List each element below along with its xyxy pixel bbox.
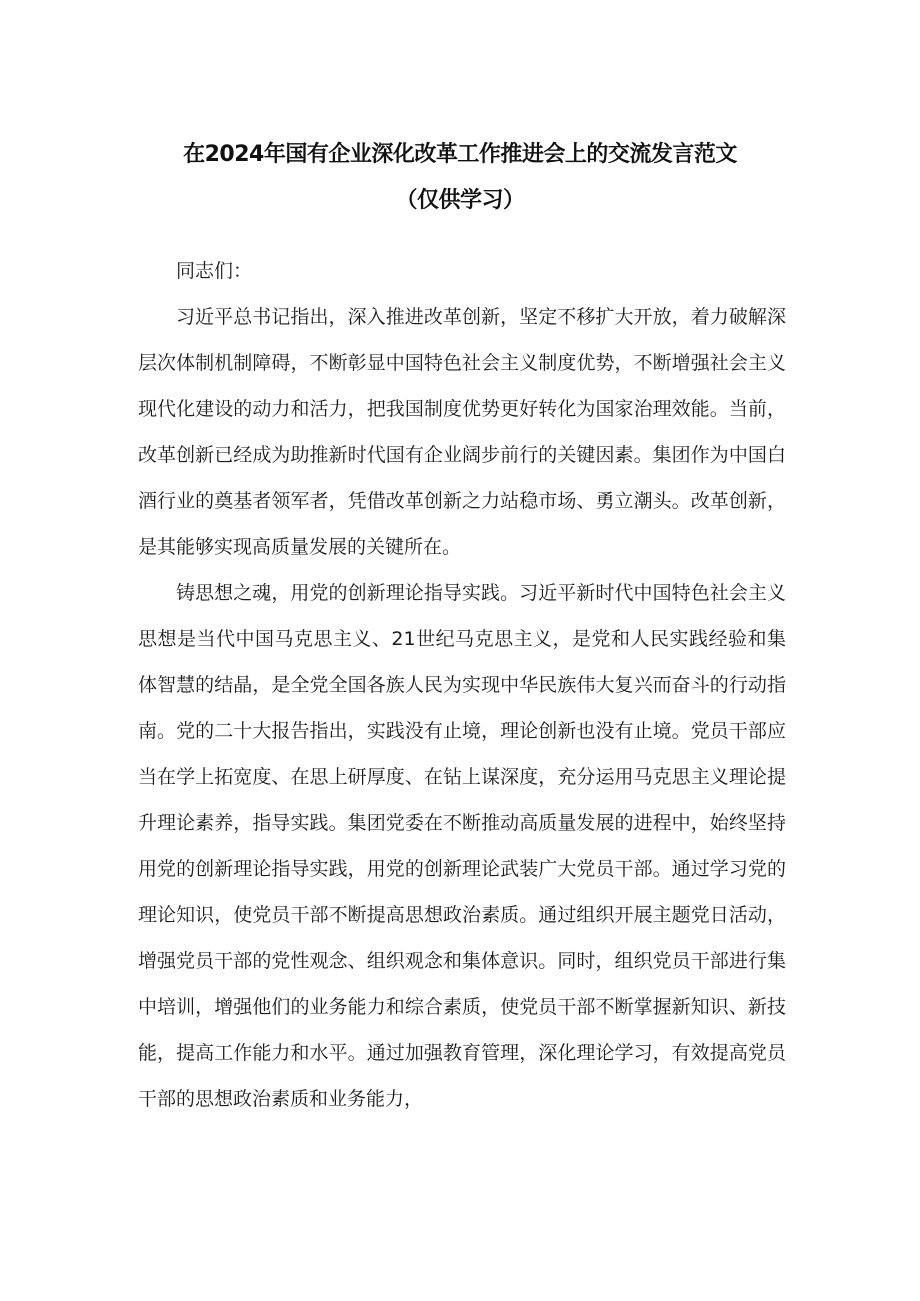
salutation: 同志们： bbox=[176, 260, 253, 282]
document-subtitle: （仅供学习） bbox=[395, 188, 525, 213]
paragraph-1: 习近平总书记指出，深入推进改革创新，坚定不移扩大开放，着力破解深层次体制机制障碍，不断彰显中国特色社会主义制度优势，不断增强社会主义现代化建设的动力和活力，把我国制度优势更好转化为国家治理效能。当前，改革创新已经成为助推新时代国有企业阔步前行的关键因素。集团作为中国白酒行业的奠基者领军者，凭借改革创新之力站稳市场、勇立潮头。改革创新，是其能够实现高质量发展的关键所在。 bbox=[138, 306, 786, 558]
paragraph-2: 铸思想之魂，用党的创新理论指导实践。习近平新时代中国特色社会主义思想是当代中国马克思主义、21世纪马克思主义，是党和人民实践经验和集体智慧的结晶，是全党全国各族人民为实现中华民族伟大复兴而奋斗的行动指南。党的二十大报告指出，实践没有止境，理论创新也没有止境。党员干部应当在学上拓宽度、在思上研厚度、在钻上谋深度，充分运用马克思主义理论提升理论素养，指导实践。集团党委在不断推动高质量发展的进程中，始终坚持用党的创新理论指导实践，用党的创新理论武装广大党员干部。通过学习党的理论知识，使党员干部不断提高思想政治素质。通过组织开展主题党日活动，增强党员干部的党性观念、组织观念和集体意识。同时，组织党员干部进行集中培训，增强他们的业务能力和综合素质，使党员干部不断掌握新知识、新技能，提高工作能力和水平。通过加强教育管理，深化理论学习，有效提高党员干部的思想政治素质和业务能力， bbox=[138, 582, 786, 1110]
document-title: 在2024年国有企业深化改革工作推进会上的交流发言范文 bbox=[183, 142, 737, 167]
document-body bbox=[138, 248, 786, 1122]
